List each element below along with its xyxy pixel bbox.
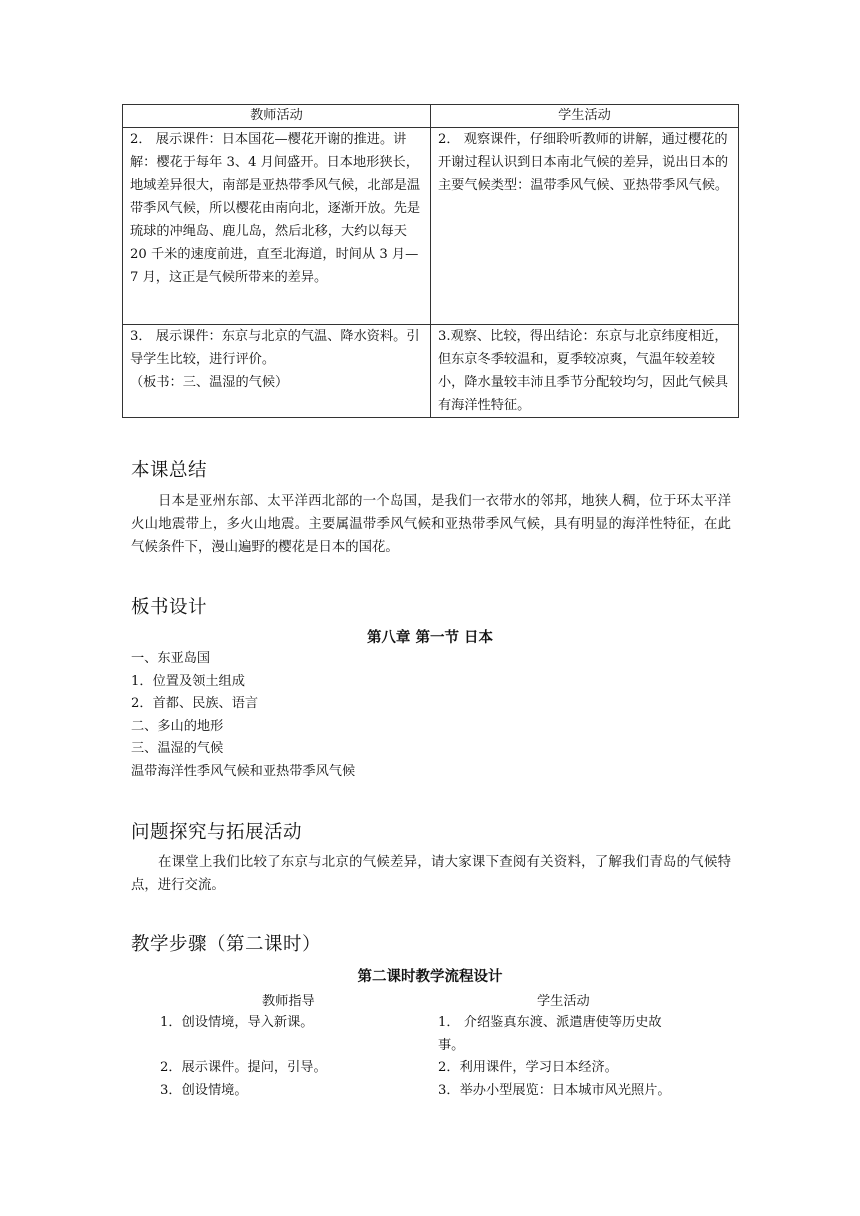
table-header-row [123,105,739,128]
flow-student-column [438,1012,671,1102]
summary-paragraph: 日本是亚州东部、太平洋西北部的一个岛国，是我们一衣带水的邻邦，地狭人稠，位于环太平洋火山地震带上，多火山地震。主要属温带季风气候和亚热带季风气候，具有明显的海洋性特征，在此气候条件下，漫山遍野的樱花是日本的国花。 [131,494,731,555]
steps-title: 第二课时教学流程设计 [357,969,503,985]
board-line: 二、多山的地形 [131,718,224,734]
student-cell: 2． 观察课件，仔细聆听教师的讲解，通过樱花的开谢过程认识到日本南北气候的差异，说出日本的主要气候类型：温带季风气候、亚热带季风气候。 [431,128,739,325]
board-line: 温带海洋性季风气候和亚热带季风气候 [131,763,356,779]
board-line: 三、温湿的气候 [131,741,224,757]
flow-student-item: 1． 介绍鉴真东渡、派遣唐使等历史故 [438,1015,662,1030]
flow-teacher-item [160,1035,327,1058]
header-student-activity: 学生活动 [431,105,739,128]
board-outline [131,648,355,784]
activity-table [122,104,739,418]
flow-teacher-column [160,1012,327,1102]
summary-heading: 本课总结 [131,460,208,481]
board-heading: 板书设计 [131,597,208,618]
student-cell: 3.观察、比较，得出结论：东京与北京纬度相近，但东京冬季较温和，夏季较凉爽，气温年较差较小，降水量较丰沛且季节分配较均匀，因此气候具有海洋性特征。 [431,325,739,418]
flow-student-item: 3．举办小型展览：日本城市风光照片。 [438,1082,671,1098]
board-line: 1．位置及领土组成 [131,673,245,689]
table-row [123,325,739,418]
board-line: 一、东亚岛国 [131,651,211,666]
table-row [123,128,739,325]
flow-teacher-head: 教师指导 [262,994,315,1009]
steps-heading: 教学步骤（第二课时） [131,934,322,955]
flow-teacher-item: 3．创设情境。 [160,1082,248,1098]
teacher-cell: 2． 展示课件：日本国花—樱花开谢的推进。讲解：樱花于每年 3、4 月间盛开。日本地形狭长，地域差异很大，南部是亚热带季风气候，北部是温带季风气候，所以樱花由南向北，逐渐开放。先是琉球的冲绳岛、鹿儿岛，然后北移，大约以每天 20 千米的速度前进，直至北海道，时间从 3 月—7 月，这正是气候所带来的差异。 [123,128,431,325]
teacher-cell [123,325,431,418]
board-title: 第八章 第一节 日本 [366,630,494,646]
board-line: 2．首都、民族、语言 [131,696,259,712]
flow-teacher-item: 1．创设情境，导入新课。 [160,1015,314,1030]
header-teacher-activity: 教师活动 [123,105,431,128]
teacher-cell-line: （板书：三、温湿的气候） [130,375,289,390]
teacher-cell-line: 3． 展示课件：东京与北京的气温、降水资料。引导学生比较，进行评价。 [130,329,420,367]
flow-student-item: 事。 [438,1037,465,1053]
flow-student-head: 学生活动 [537,994,590,1009]
flow-student-item: 2．利用课件，学习日本经济。 [438,1060,618,1076]
flow-teacher-item: 2．展示课件。提问，引导。 [160,1060,327,1076]
explore-heading: 问题探究与拓展活动 [131,822,303,843]
explore-paragraph: 在课堂上我们比较了东京与北京的气候差异，请大家课下查阅有关资料，了解我们青岛的气候特点，进行交流。 [131,855,731,893]
